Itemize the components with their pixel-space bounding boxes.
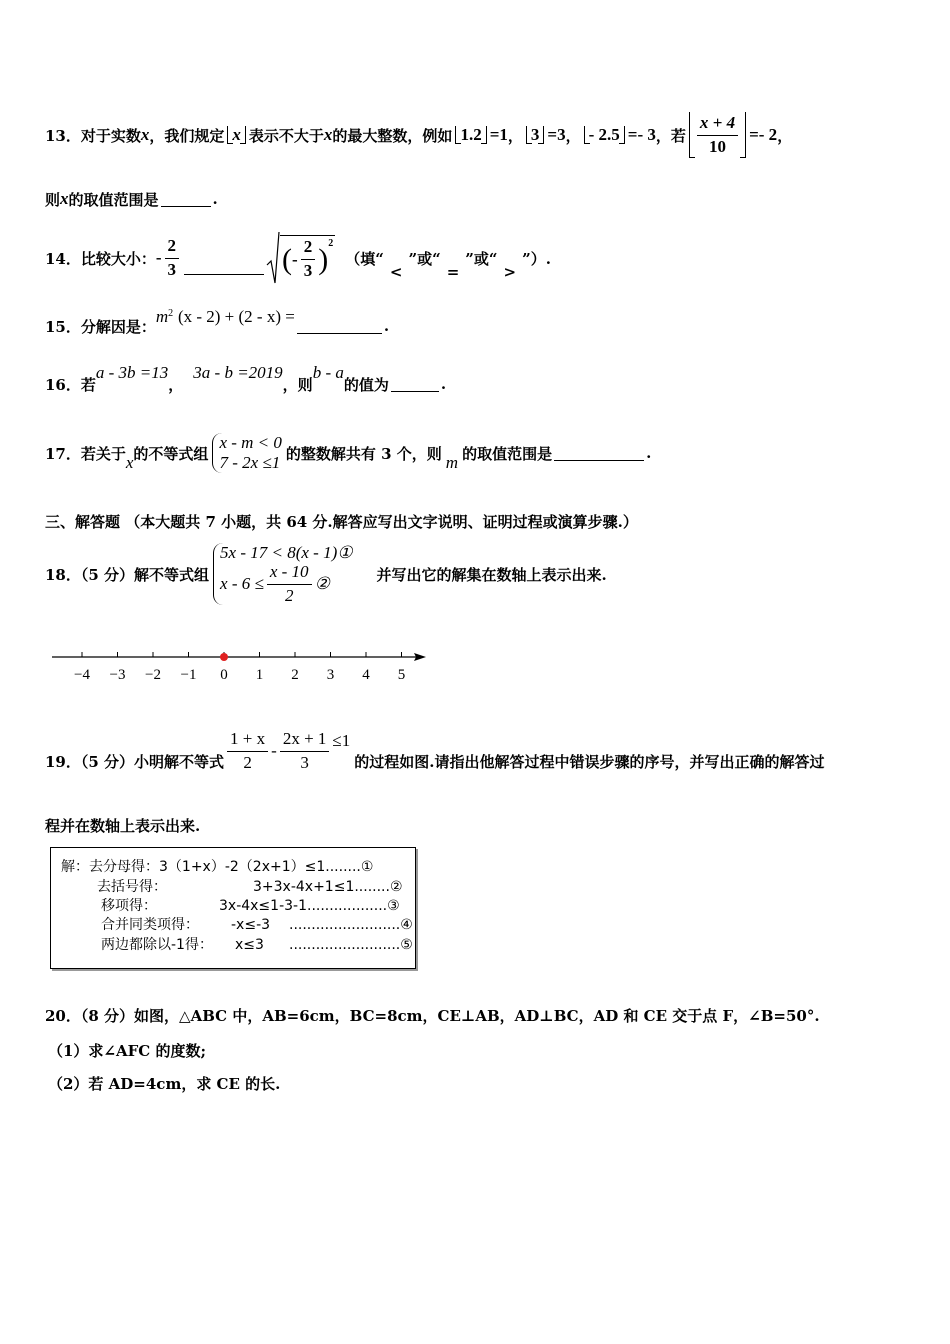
inequality-system: 5x - 17 < 8(x - 1)① x - 6 ≤ $\frac{x - 10}{2}$ ② — [213, 543, 352, 605]
floor-fraction: $\frac{x + 4}{10}$ — [689, 112, 746, 158]
question-13: 13． 对于实数 x ，我们规定 x 表示不大于 x 的最大整数，例如 1.2 =1 ， 3 =3 ， - 2.5 =- 3 ，若 $\frac{x + 4}{10}$ =- 2 ， — [45, 100, 792, 170]
question-19-line2: 程并在数轴上表示出来. — [45, 816, 201, 835]
answer-blank — [161, 192, 211, 207]
question-13-line2: 则 x 的取值范围是 . — [45, 189, 218, 209]
number-line-dot — [220, 653, 228, 661]
number-line-tick-label: 5 — [397, 667, 406, 683]
question-20-part-2: （2）若 AD=4cm，求 CE 的长. — [48, 1074, 281, 1093]
number-line-tick-label: −3 — [109, 667, 126, 683]
floor-example-2: 3 — [526, 126, 545, 145]
number-line-tick-label: −2 — [145, 667, 161, 683]
number-line-tick-label: 0 — [220, 667, 228, 683]
number-line — [50, 645, 450, 685]
question-14: 14．比较大小： - $\frac{2}{3}$ ( - $\frac{2}{3}$ ) $^2$ （填“ < ”或“ = ”或“ > ”）. — [45, 228, 551, 288]
floor-example-1: 1.2 — [455, 126, 486, 145]
number-line-tick-label: 3 — [326, 667, 335, 683]
answer-blank — [554, 446, 644, 461]
solution-step-1: 解：去分母得：3（1+x）-2（2x+1）≤1........① — [61, 859, 374, 875]
answer-blank — [391, 377, 439, 392]
solution-step-3: 移项得： 3x-4x≤1-3-1..................③ — [101, 898, 400, 914]
answer-blank — [297, 319, 382, 334]
sqrt-expression: ( - $\frac{2}{3}$ ) $^2$ — [266, 231, 335, 285]
floor-x: x — [227, 126, 246, 145]
question-17: 17．若关于 x 的不等式组 x - m < 0 7 - 2x ≤1 的整数解共有 3 个，则 m 的取值范围是 . — [45, 433, 652, 472]
section-heading: 三、解答题 （本大题共 7 小题，共 64 分.解答应写出文字说明、证明过程或演算步骤.） — [45, 512, 638, 531]
answer-blank — [184, 260, 264, 275]
question-20: 20．（8 分）如图，△ABC 中，AB=6cm，BC=8cm，CE⊥AB，AD⊥BC，AD 和 CE 交于点 F，∠B=50°. — [45, 1006, 820, 1025]
question-18: 18．（5 分）解不等式组 5x - 17 < 8(x - 1)① x - 6 ≤ $\frac{x - 10}{2}$ ② 并写出它的解集在数轴上表示出来. — [45, 542, 607, 605]
solution-step-2: 去括号得： 3+3x-4x+1≤1........② — [97, 879, 403, 895]
radical-sign-icon — [266, 231, 280, 285]
question-20-part-1: （1）求∠AFC 的度数; — [48, 1041, 206, 1060]
number-line-tick-label: 4 — [362, 667, 370, 683]
question-15: 15．分解因是： $m^2$ (x - 2) + (2 - x) = . — [45, 307, 390, 336]
solution-steps-box — [50, 847, 416, 969]
question-19: 19．（5 分）小明解不等式 $\frac{1 + x}{2}$ - $\frac{2x + 1}{3}$ ≤1 的过程如图.请指出他解答过程中错误步骤的序号，并写出正确的解答过 — [45, 728, 825, 772]
question-16: 16．若 a - 3b =13 ， 3a - b =2019 ，则 b - a 的值为 . — [45, 363, 447, 394]
inequality-system: x - m < 0 7 - 2x ≤1 — [212, 433, 281, 473]
number-line-tick-label: 1 — [255, 667, 264, 683]
solution-step-5: 两边都除以-1得： x≤3 .........................⑤ — [101, 937, 413, 953]
number-line-tick-label: −4 — [74, 667, 90, 683]
floor-example-3: - 2.5 — [584, 126, 625, 145]
number-line-tick-label: 2 — [291, 667, 299, 683]
number-line-tick-label: −1 — [180, 667, 197, 683]
solution-step-4: 合并同类项得： -x≤-3 .........................④ — [101, 917, 413, 933]
